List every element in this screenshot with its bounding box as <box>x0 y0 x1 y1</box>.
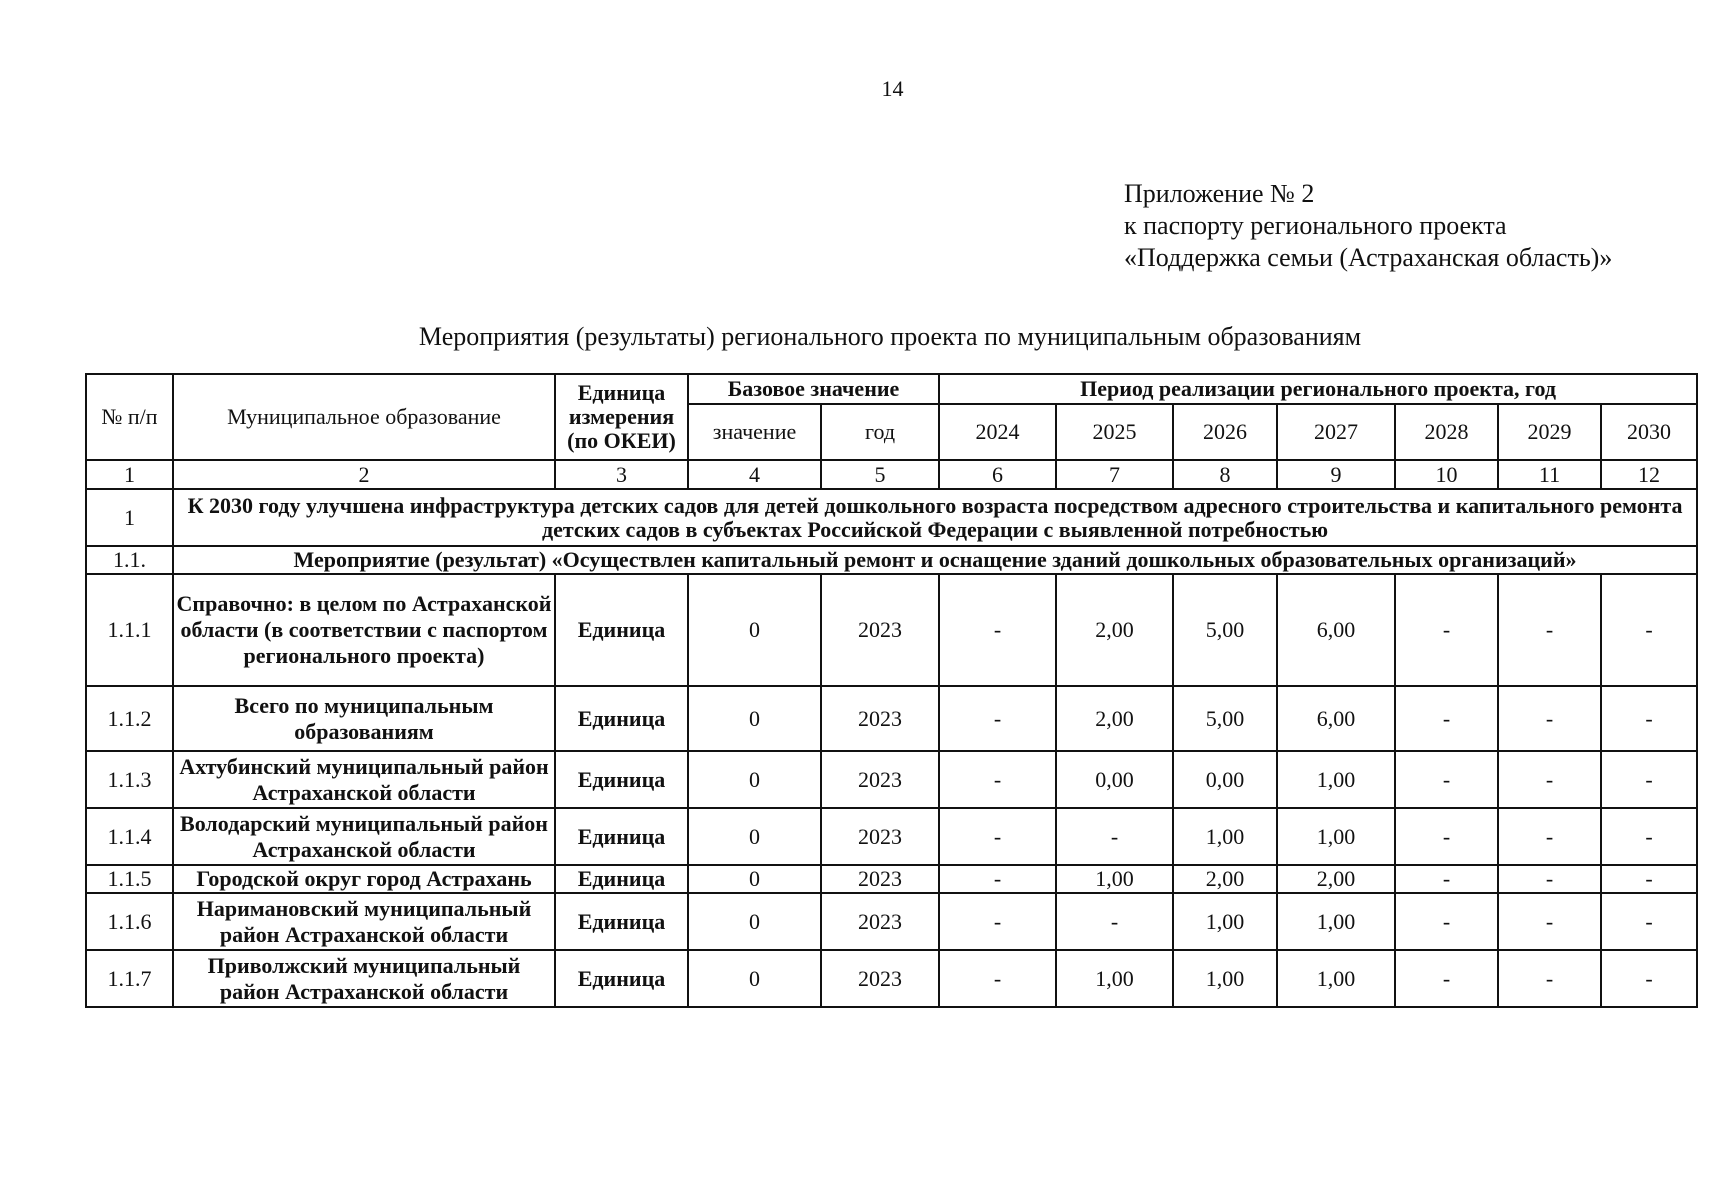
header-period: Период реализации регионального проекта, год <box>939 374 1697 404</box>
unit-cell: Единица <box>555 893 688 950</box>
value-2025: 2,00 <box>1056 574 1173 686</box>
section-num: 1 <box>86 489 173 546</box>
value-2029: - <box>1498 686 1601 751</box>
header-year-2024: 2024 <box>939 404 1056 460</box>
unit-cell: Единица <box>555 865 688 893</box>
header-year-2030: 2030 <box>1601 404 1697 460</box>
header-base-value: значение <box>688 404 821 460</box>
document-title: Мероприятия (результаты) регионального проекта по муниципальным образованиям <box>418 322 1362 351</box>
value-2028: - <box>1395 574 1498 686</box>
base-value-cell: 0 <box>688 751 821 808</box>
subsection-row <box>86 546 1697 574</box>
value-2028: - <box>1395 751 1498 808</box>
value-2026: 0,00 <box>1173 751 1277 808</box>
base-year-cell: 2023 <box>821 893 939 950</box>
column-number: 11 <box>1498 460 1601 489</box>
row-num: 1.1.7 <box>86 950 173 1007</box>
base-year-cell: 2023 <box>821 950 939 1007</box>
value-2024: - <box>939 686 1056 751</box>
value-2027: 6,00 <box>1277 686 1395 751</box>
column-number: 5 <box>821 460 939 489</box>
value-2030: - <box>1601 950 1697 1007</box>
column-number: 4 <box>688 460 821 489</box>
row-num: 1.1.3 <box>86 751 173 808</box>
value-2027: 1,00 <box>1277 893 1395 950</box>
municipality-name: Приволжский муниципальный район Астраханской области <box>173 950 555 1007</box>
unit-cell: Единица <box>555 808 688 865</box>
appendix-line-2: к паспорту регионального проекта <box>1124 211 1507 240</box>
base-value-cell: 0 <box>688 865 821 893</box>
header-year-2028: 2028 <box>1395 404 1498 460</box>
value-2029: - <box>1498 893 1601 950</box>
base-year-cell: 2023 <box>821 751 939 808</box>
header-year-2027: 2027 <box>1277 404 1395 460</box>
column-number: 1 <box>86 460 173 489</box>
value-2029: - <box>1498 574 1601 686</box>
header-num: № п/п <box>86 374 173 460</box>
value-2025: - <box>1056 893 1173 950</box>
appendix-block <box>1124 178 1612 274</box>
table-row <box>86 950 1697 1007</box>
value-2028: - <box>1395 865 1498 893</box>
unit-cell: Единица <box>555 950 688 1007</box>
base-year-cell: 2023 <box>821 686 939 751</box>
value-2025: 1,00 <box>1056 950 1173 1007</box>
value-2028: - <box>1395 893 1498 950</box>
value-2024: - <box>939 950 1056 1007</box>
unit-cell: Единица <box>555 751 688 808</box>
row-num: 1.1.2 <box>86 686 173 751</box>
value-2026: 5,00 <box>1173 574 1277 686</box>
column-number: 12 <box>1601 460 1697 489</box>
table-row <box>86 751 1697 808</box>
header-base: Базовое значение <box>688 374 939 404</box>
base-value-cell: 0 <box>688 950 821 1007</box>
value-2029: - <box>1498 950 1601 1007</box>
value-2027: 1,00 <box>1277 751 1395 808</box>
value-2030: - <box>1601 865 1697 893</box>
value-2030: - <box>1601 686 1697 751</box>
column-number: 10 <box>1395 460 1498 489</box>
base-year-cell: 2023 <box>821 574 939 686</box>
value-2030: - <box>1601 893 1697 950</box>
value-2026: 1,00 <box>1173 950 1277 1007</box>
value-2030: - <box>1601 751 1697 808</box>
value-2025: 1,00 <box>1056 865 1173 893</box>
table-row <box>86 574 1697 686</box>
page-number: 14 <box>881 76 904 101</box>
subsection-text: Мероприятие (результат) «Осуществлен капитальный ремонт и оснащение зданий дошкольных образовательных организаций» <box>173 546 1697 574</box>
table-row <box>86 808 1697 865</box>
municipality-name: Наримановский муниципальный район Астраханской области <box>173 893 555 950</box>
value-2028: - <box>1395 686 1498 751</box>
value-2026: 2,00 <box>1173 865 1277 893</box>
header-year-2029: 2029 <box>1498 404 1601 460</box>
column-number: 2 <box>173 460 555 489</box>
base-value-cell: 0 <box>688 686 821 751</box>
unit-cell: Единица <box>555 574 688 686</box>
table-body <box>86 489 1697 574</box>
value-2026: 1,00 <box>1173 808 1277 865</box>
value-2030: - <box>1601 574 1697 686</box>
value-2028: - <box>1395 808 1498 865</box>
value-2024: - <box>939 865 1056 893</box>
municipality-name: Городской округ город Астрахань <box>173 865 555 893</box>
value-2029: - <box>1498 808 1601 865</box>
municipality-name: Ахтубинский муниципальный район Астраханской области <box>173 751 555 808</box>
header-year-2025: 2025 <box>1056 404 1173 460</box>
base-value-cell: 0 <box>688 808 821 865</box>
value-2029: - <box>1498 865 1601 893</box>
table-row <box>86 686 1697 751</box>
row-num: 1.1.6 <box>86 893 173 950</box>
value-2024: - <box>939 574 1056 686</box>
value-2030: - <box>1601 808 1697 865</box>
table-header <box>86 374 1697 489</box>
value-2027: 1,00 <box>1277 950 1395 1007</box>
value-2024: - <box>939 808 1056 865</box>
value-2026: 1,00 <box>1173 893 1277 950</box>
value-2025: 0,00 <box>1056 751 1173 808</box>
municipality-name: Справочно: в целом по Астраханской области (в соответствии с паспортом регионального проекта) <box>173 574 555 686</box>
column-number-row <box>86 460 1697 489</box>
appendix-line-3: «Поддержка семьи (Астраханская область)» <box>1124 243 1613 272</box>
subsection-num: 1.1. <box>86 546 173 574</box>
value-2027: 6,00 <box>1277 574 1395 686</box>
value-2024: - <box>939 751 1056 808</box>
municipality-name: Всего по муниципальным образованиям <box>173 686 555 751</box>
row-num: 1.1.1 <box>86 574 173 686</box>
unit-cell: Единица <box>555 686 688 751</box>
municipality-name: Володарский муниципальный район Астраханской области <box>173 808 555 865</box>
column-number: 6 <box>939 460 1056 489</box>
value-2024: - <box>939 893 1056 950</box>
table-row <box>86 893 1697 950</box>
row-num: 1.1.4 <box>86 808 173 865</box>
value-2029: - <box>1498 751 1601 808</box>
base-value-cell: 0 <box>688 574 821 686</box>
row-num: 1.1.5 <box>86 865 173 893</box>
section-text: К 2030 году улучшена инфраструктура детских садов для детей дошкольного возраста посредством адресного строительства и капитального ремонта детских садов в субъектах Российской Федерации с выявленной потребностью <box>173 489 1697 546</box>
column-number: 3 <box>555 460 688 489</box>
value-2026: 5,00 <box>1173 686 1277 751</box>
base-value-cell: 0 <box>688 893 821 950</box>
results-table <box>85 373 1698 1008</box>
header-unit: Единица измерения (по ОКЕИ) <box>555 374 688 460</box>
column-number: 9 <box>1277 460 1395 489</box>
header-base-year: год <box>821 404 939 460</box>
base-year-cell: 2023 <box>821 865 939 893</box>
data-rows <box>86 574 1697 1007</box>
column-number: 7 <box>1056 460 1173 489</box>
value-2025: - <box>1056 808 1173 865</box>
appendix-line-1: Приложение № 2 <box>1124 179 1315 208</box>
column-number: 8 <box>1173 460 1277 489</box>
value-2025: 2,00 <box>1056 686 1173 751</box>
value-2027: 2,00 <box>1277 865 1395 893</box>
header-municipality: Муниципальное образование <box>173 374 555 460</box>
header-year-2026: 2026 <box>1173 404 1277 460</box>
value-2028: - <box>1395 950 1498 1007</box>
base-year-cell: 2023 <box>821 808 939 865</box>
table-row <box>86 865 1697 893</box>
value-2027: 1,00 <box>1277 808 1395 865</box>
section-row <box>86 489 1697 546</box>
